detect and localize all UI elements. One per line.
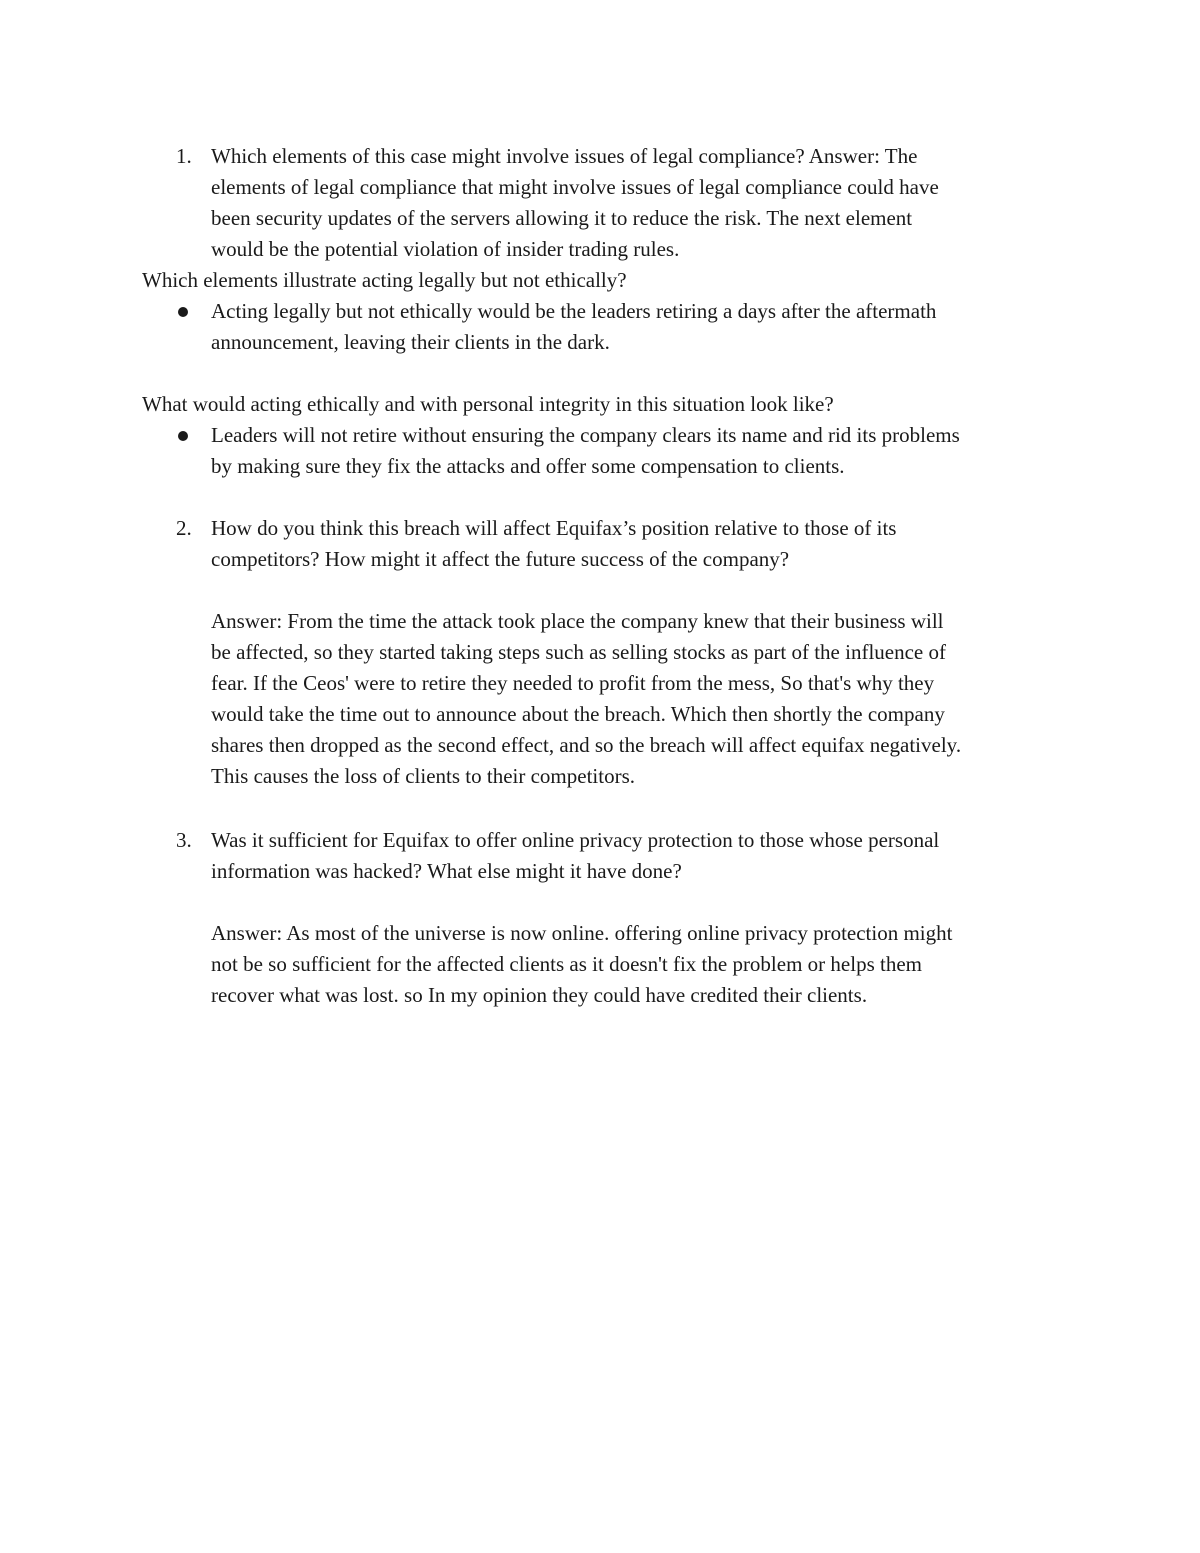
text-line: competitors? How might it affect the future success of the company? (211, 547, 790, 571)
bullet-icon (178, 431, 188, 441)
text-line: fear. If the Ceos' were to retire they needed to profit from the mess, So that's why they (211, 671, 935, 695)
ethical-action-bullet (211, 420, 1071, 482)
text-line: elements of legal compliance that might involve issues of legal compliance could have (211, 175, 939, 199)
text-line: shares then dropped as the second effect, and so the breach will affect equifax negatively. (211, 733, 962, 757)
question-1-text (211, 141, 1071, 265)
text-line: announcement, leaving their clients in the dark. (211, 330, 610, 354)
text-line: Was it sufficient for Equifax to offer online privacy protection to those whose personal (211, 828, 940, 852)
text-line: information was hacked? What else might it have done? (211, 859, 682, 883)
text-line: would take the time out to announce about the breach. Which then shortly the company (211, 702, 945, 726)
question-2-text (211, 513, 1071, 575)
question-3-answer (211, 918, 1071, 1011)
text-line: Acting legally but not ethically would be the leaders retiring a days after the aftermath (211, 299, 937, 323)
text-line: by making sure they fix the attacks and offer some compensation to clients. (211, 454, 845, 478)
text-line: Which elements of this case might involve issues of legal compliance? Answer: The (211, 144, 918, 168)
bullet-icon (178, 307, 188, 317)
question-2-answer (211, 606, 1071, 792)
ethical-action-heading: What would acting ethically and with personal integrity in this situation look like? (142, 392, 834, 416)
text-line: Leaders will not retire without ensuring the company clears its name and rid its problems (211, 423, 960, 447)
text-line: recover what was lost. so In my opinion they could have credited their clients. (211, 983, 868, 1007)
text-line: This causes the loss of clients to their competitors. (211, 764, 635, 788)
question-3-text (211, 825, 1071, 887)
text-line: Answer: As most of the universe is now online. offering online privacy protection might (211, 921, 953, 945)
text-line: not be so sufficient for the affected clients as it doesn't fix the problem or helps them (211, 952, 922, 976)
question-2-number: 2. (176, 516, 192, 540)
text-line: be affected, so they started taking steps such as selling stocks as part of the influence of (211, 640, 946, 664)
legal-not-ethical-heading: Which elements illustrate acting legally but not ethically? (142, 268, 627, 292)
text-line: Answer: From the time the attack took place the company knew that their business will (211, 609, 944, 633)
text-line: been security updates of the servers allowing it to reduce the risk. The next element (211, 206, 913, 230)
question-3-number: 3. (176, 828, 192, 852)
question-1-number: 1. (176, 144, 192, 168)
legal-not-ethical-bullet (211, 296, 1071, 358)
text-line: would be the potential violation of insider trading rules. (211, 237, 680, 261)
text-line: How do you think this breach will affect Equifax’s position relative to those of its (211, 516, 897, 540)
